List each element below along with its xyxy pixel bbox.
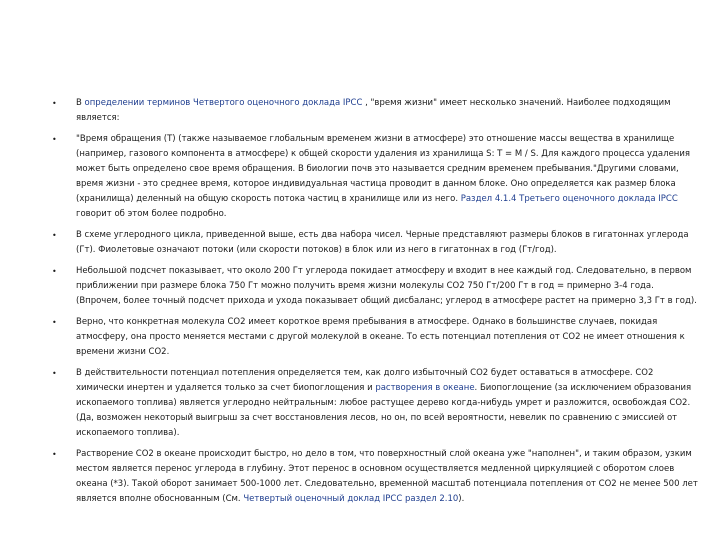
bullet-dot-icon: •	[52, 450, 57, 459]
text-segment: , "время жизни" имеет несколько значений. Наиболее подходящим является:	[76, 98, 671, 123]
bullet-dot-icon: •	[52, 267, 57, 276]
bullet-item	[52, 447, 700, 507]
bullet-dot-icon: •	[52, 231, 57, 240]
text-segment: Растворение CO2 в океане происходит быстро, но дело в том, что поверхностный слой океана уже "наполнен", и таким образом, узким местом является перенос углерода в глубину. Этот перенос в основном осуществляется медленной циркуляцией с оборотом слоев океана (*3). Такой оборот занимает 500-1000 лет. Следовательно, временной масштаб потенциала потепления от CO2 не менее 500 лет является вполне обоснованным (См.	[76, 449, 698, 504]
bullet-dot-icon: •	[52, 99, 57, 108]
inline-link[interactable]: определении терминов Четвертого оценочного доклада IPCC	[84, 98, 363, 108]
text-segment: В схеме углеродного цикла, приведенной выше, есть два набора чисел. Черные представляют размеры блоков в гигатоннах углерода (Гт). Фиолетовые означают потоки (или скорости потоков) в блок или из него в гигатоннах в год (Гт/год).	[76, 230, 689, 255]
bullet-item	[52, 228, 700, 258]
bullet-item	[52, 264, 700, 309]
bullet-item	[52, 96, 700, 126]
bullet-list	[52, 96, 700, 513]
bullet-item	[52, 132, 700, 222]
inline-link[interactable]: Четвертый оценочный доклад IPCC раздел 2.10	[243, 494, 459, 504]
text-segment: Верно, что конкретная молекула CO2 имеет короткое время пребывания в атмосфере. Однако в большинстве случаев, покидая атмосферу, она просто меняется местами с другой молекулой в океане. То есть потенциал потепления от CO2 не имеет отношения к времени жизни CO2.	[76, 317, 685, 357]
bullet-dot-icon: •	[52, 369, 57, 378]
bullet-dot-icon: •	[52, 318, 57, 327]
bullet-item	[52, 366, 700, 441]
text-segment: Небольшой подсчет показывает, что около 200 Гт углерода покидает атмосферу и входит в нее каждый год. Следовательно, в первом приближении при размере блока 750 Гт можно получить время жизни молекулы CO2 750 Гт/200 Гт в год = примерно 3-4 года. (Впрочем, более точный подсчет прихода и ухода показывает общий дисбаланс; углерод в атмосфере растет на примерно 3,3 Гт в год).	[76, 266, 697, 306]
text-segment: "Время обращения (T) (также называемое глобальным временем жизни в атмосфере) это отношение массы вещества в хранилище (например, газового компонента в атмосфере) к общей скорости удаления из хранилища S: T = M / S. Для каждого процесса удаления может быть определено свое время обращения. В биологии почв это называется средним временем пребывания."Другими словами, время жизни - это среднее время, которое индивидуальная частица проводит в данном блоке. Оно определяется как размер блока (хранилища) деленный на общую скорость потока частиц в хранилище или из него.	[76, 134, 691, 204]
inline-link[interactable]: Раздел 4.1.4 Третьего оценочного доклада IPCC	[460, 194, 678, 204]
text-segment: В	[76, 98, 85, 108]
text-segment: ).	[458, 494, 465, 504]
text-segment: говорит об этом более подробно.	[76, 209, 227, 219]
text-segment: В действительности потенциал потепления определяется тем, как долго избыточный CO2 будет оставаться в атмосфере. CO2 химически инертен и удаляется только за счет биопоглощения и	[76, 368, 654, 393]
bullet-item	[52, 315, 700, 360]
text-segment: . Биопоглощение (за исключением образования ископаемого топлива) является углеродно нейтральным: любое растущее дерево когда-нибудь умрет и разложится, освобождая CO2. (Да, возможен некоторый выигрыш за счет восстановления лесов, но он, по всей вероятности, невелик по сравнению с эмиссией от ископаемого топлива).	[76, 383, 692, 438]
inline-link[interactable]: растворения в океане	[375, 383, 475, 393]
bullet-dot-icon: •	[52, 135, 57, 144]
